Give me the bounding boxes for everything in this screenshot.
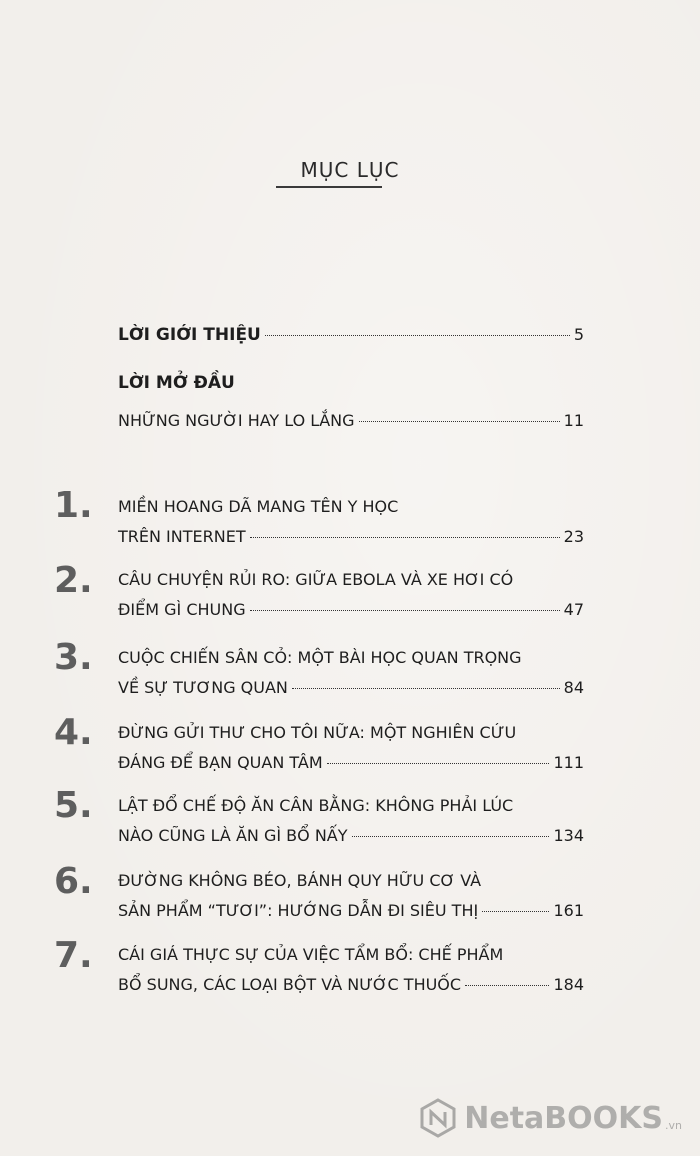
toc-entry-title-line1: CÂU CHUYỆN RỦI RO: GIỮA EBOLA VÀ XE HƠI CÓ [118,570,514,589]
toc-entry-worriers[interactable] [118,406,584,436]
toc-entry-title-line2: NÀO CŨNG LÀ ĂN GÌ BỔ NẤY [118,826,348,845]
netabooks-logo-icon [418,1098,458,1138]
toc-entry-title-line1: LẬT ĐỔ CHẾ ĐỘ ĂN CÂN BẰNG: KHÔNG PHẢI LÚC [118,796,514,815]
toc-entry-title-line1: CUỘC CHIẾN SÂN CỎ: MỘT BÀI HỌC QUAN TRỌNG [118,648,522,667]
chapter-number: 2. [54,560,93,601]
toc-entry-intro[interactable] [118,320,584,350]
dot-leader [465,985,549,986]
toc-entry-title-line1: MIỀN HOANG DÃ MANG TÊN Y HỌC [118,497,399,516]
dot-leader [352,836,550,837]
toc-entry-chapter-4[interactable] [118,718,584,778]
dot-leader [292,688,560,689]
toc-entry-chapter-1[interactable] [118,492,584,552]
toc-page-number: 47 [563,600,584,619]
dot-leader [327,763,550,764]
toc-entry-chapter-2[interactable] [118,565,584,625]
toc-entry-chapter-7[interactable] [118,940,584,1000]
toc-entry-chapter-5[interactable] [118,791,584,851]
dot-leader [482,911,549,912]
toc-entry-title-line2: BỔ SUNG, CÁC LOẠI BỘT VÀ NƯỚC THUỐC [118,975,462,994]
dot-leader [250,610,560,611]
toc-entry-title-line2: SẢN PHẨM “TƯƠI”: HƯỚNG DẪN ĐI SIÊU THỊ [118,901,479,920]
toc-entry-title-line1: ĐƯỜNG KHÔNG BÉO, BÁNH QUY HỮU CƠ VÀ [118,871,482,890]
watermark-suffix: .vn [665,1119,682,1132]
chapter-number: 3. [54,637,93,678]
toc-page-number: 5 [573,325,584,344]
toc-entry-title-line1: CÁI GIÁ THỰC SỰ CỦA VIỆC TẨM BỔ: CHẾ PHẨM [118,945,504,964]
dot-leader [265,335,570,336]
toc-entry-title: LỜI GIỚI THIỆU [118,325,261,345]
toc-page-number: 134 [553,826,584,845]
toc-page-number: 161 [553,901,584,920]
toc-page-number: 184 [553,975,584,994]
toc-page-number: 84 [563,678,584,697]
title-underline [276,186,382,188]
toc-page-number: 23 [563,527,584,546]
dot-leader [250,537,560,538]
toc-entry-title: NHỮNG NGƯỜI HAY LO LẮNG [118,411,355,430]
watermark [418,1098,682,1138]
toc-entry-chapter-3[interactable] [118,643,584,703]
toc-page-number: 11 [563,411,584,430]
toc-entry-chapter-6[interactable] [118,866,584,926]
toc-entry-title: LỜI MỞ ĐẦU [118,373,235,393]
toc-entry-title-line2: ĐÁNG ĐỂ BẠN QUAN TÂM [118,753,323,772]
chapter-number: 6. [54,861,93,902]
toc-entry-title-line2: TRÊN INTERNET [118,527,246,546]
chapter-number: 4. [54,712,93,753]
toc-page-number: 111 [553,753,584,772]
dot-leader [359,421,560,422]
toc-entry-title-line2: VỀ SỰ TƯƠNG QUAN [118,678,288,697]
page-title: MỤC LỤC [300,158,400,182]
chapter-number: 7. [54,935,93,976]
chapter-number: 5. [54,785,93,826]
toc-entry-preface[interactable] [118,368,584,398]
toc-entry-title-line2: ĐIỂM GÌ CHUNG [118,600,246,619]
toc-entry-title-line1: ĐỪNG GỬI THƯ CHO TÔI NỮA: MỘT NGHIÊN CỨU [118,723,517,742]
watermark-brand: NetaBOOKS [464,1100,664,1136]
chapter-number: 1. [54,485,93,526]
